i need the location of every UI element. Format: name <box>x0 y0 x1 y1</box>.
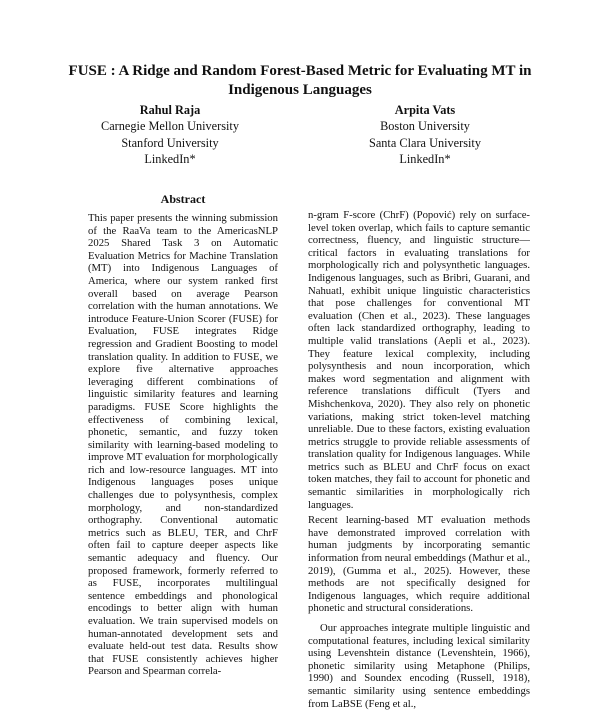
paper-title: FUSE : A Ridge and Random Forest-Based Metric for Evaluating MT in Indigenous Languages <box>68 63 532 98</box>
author-affiliation: Boston University <box>380 119 470 134</box>
body-paragraph: Recent learning-based MT evaluation methods have demonstrated improved correlation with human judgments by incorporating semantic information from neural embeddings (Mathur et al., 2019), (Gumma et al., 2025). However, these methods are not specifically designed for Indigenous languages, which require additional phonetic and structural considerations. <box>308 514 530 615</box>
author-name: Arpita Vats <box>394 103 456 117</box>
author-name: Rahul Raja <box>139 103 201 117</box>
author-block-arpita-vats <box>345 102 505 167</box>
author-block-rahul-raja <box>90 102 250 167</box>
author-affiliation: Santa Clara University <box>368 135 481 150</box>
abstract-heading: Abstract <box>160 192 206 206</box>
body-paragraph: n-gram F-score (ChrF) (Popović) rely on surface-level token overlap, which fails to capture semantic correctness, fluency, and linguistic structure—critical factors in evaluating translations for morphologically rich and polysynthetic languages. Indigenous languages, such as Bribri, Guarani, and Nahuatl, exhibit unique linguistic characteristics that pose challenges for conventional MT evaluation (Chen et al., 2023). These languages often lack standardized orthography, leading to multiple valid translations (Aepli et al., 2023). They feature lexical complexity, including polysynthesis and noun incorporation, which makes word segmentation and alignment with reference translations difficult (Tyers and Mishchenkova, 2020). They also rely on phonetic variations, making strict token-level matching unreliable. Due to these factors, existing evaluation metrics struggle to provide reliable assessments of translation quality for Indigenous languages. While metrics such as BLEU and ChrF focus on exact token matches, they fail to account for phonetic and semantic similarities in morphologically rich languages. <box>308 209 530 511</box>
body-paragraph: Our approaches integrate multiple linguistic and computational features, including lexical similarity using Levenshtein distance (Levenshtein, 1966), phonetic similarity using Metaphone (Philips, 1990) and Soundex encoding (Russell, 1918), semantic similarity using sentence embeddings from LaBSE (Feng et al., <box>308 622 530 710</box>
author-affiliation: LinkedIn* <box>399 151 451 166</box>
abstract-column <box>88 212 278 678</box>
abstract-paragraph: This paper presents the winning submission of the RaaVa team to the AmericasNLP 2025 Shared Task 3 on Automatic Evaluation Metrics for Machine Translation (MT) into Indigenous Languages of America, where our system ranked first overall based on average Pearson correlation with the human annotations. We introduce Feature-Union Scorer (FUSE) for Evaluation, FUSE integrates Ridge regression and Gradient Boosting to model translation quality. In addition to FUSE, we explore five alternative approaches leveraging different combinations of linguistic similarity features and learning paradigms. FUSE Score highlights the effectiveness of combining lexical, phonetic, semantic, and fuzzy token similarity with learning-based modeling to improve MT evaluation for morphologically rich and low-resource languages. MT into Indigenous languages poses unique challenges due to polysynthesis, complex morphology, and non-standardized orthography. Conventional automatic metrics such as BLEU, TER, and ChrF often fail to capture deeper aspects like semantic adequacy and fluency. Our proposed framework, formerly referred to as FUSE, incorporates multilingual sentence embeddings and phonological encodings to better align with human evaluation. We train supervised models on human-annotated development sets and evaluate held-out test data. Results show that FUSE consistently achieves higher Pearson and Spearman correla- <box>88 212 278 678</box>
author-affiliation: LinkedIn* <box>144 151 196 166</box>
author-affiliation: Stanford University <box>121 135 219 150</box>
author-affiliation: Carnegie Mellon University <box>101 119 239 134</box>
intro-column <box>308 209 530 710</box>
